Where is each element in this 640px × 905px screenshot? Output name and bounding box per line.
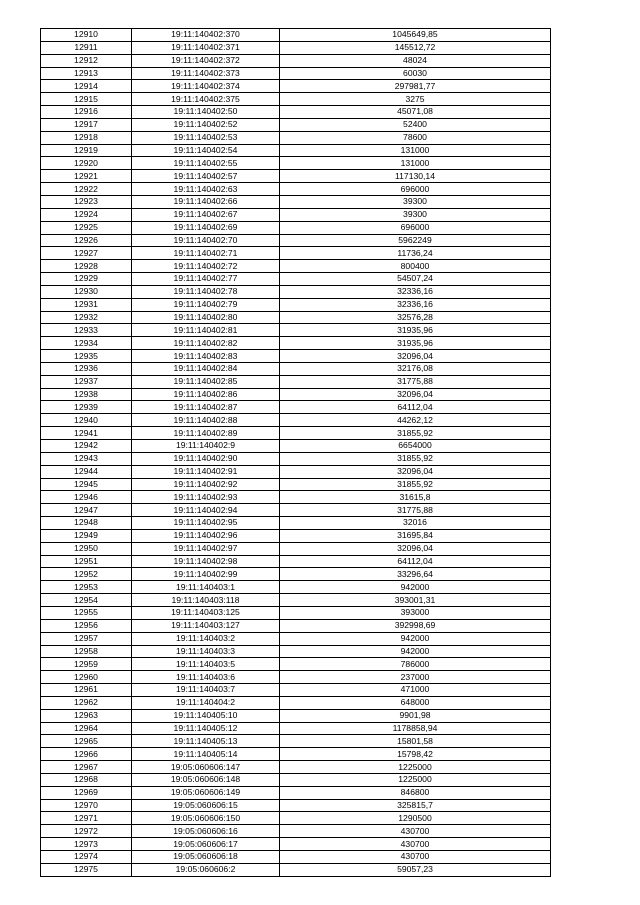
row-number-cell: 12943 xyxy=(41,452,132,465)
table-row xyxy=(41,478,551,491)
table-row xyxy=(41,812,551,825)
cadastral-number-cell: 19:11:140403:125 xyxy=(132,606,280,619)
cadastral-number-cell: 19:11:140402:66 xyxy=(132,195,280,208)
table-row xyxy=(41,838,551,851)
row-number-cell: 12945 xyxy=(41,478,132,491)
cadastral-number-cell: 19:11:140402:99 xyxy=(132,568,280,581)
value-cell: 430700 xyxy=(280,825,551,838)
cadastral-number-cell: 19:11:140403:127 xyxy=(132,619,280,632)
table-row xyxy=(41,362,551,375)
table-row xyxy=(41,285,551,298)
cadastral-number-cell: 19:11:140402:77 xyxy=(132,273,280,286)
table-row xyxy=(41,632,551,645)
cadastral-number-cell: 19:11:140402:375 xyxy=(132,93,280,106)
row-number-cell: 12970 xyxy=(41,799,132,812)
value-cell: 430700 xyxy=(280,838,551,851)
value-cell: 52400 xyxy=(280,118,551,131)
cadastral-number-cell: 19:11:140403:7 xyxy=(132,684,280,697)
table-row xyxy=(41,375,551,388)
value-cell: 131000 xyxy=(280,144,551,157)
row-number-cell: 12911 xyxy=(41,41,132,54)
row-number-cell: 12929 xyxy=(41,273,132,286)
table-row xyxy=(41,696,551,709)
row-number-cell: 12920 xyxy=(41,157,132,170)
table-row xyxy=(41,542,551,555)
row-number-cell: 12972 xyxy=(41,825,132,838)
row-number-cell: 12915 xyxy=(41,93,132,106)
row-number-cell: 12935 xyxy=(41,350,132,363)
table-row xyxy=(41,504,551,517)
table-row xyxy=(41,786,551,799)
table-row xyxy=(41,799,551,812)
table-row xyxy=(41,67,551,80)
table-row xyxy=(41,118,551,131)
row-number-cell: 12941 xyxy=(41,427,132,440)
cadastral-number-cell: 19:11:140402:70 xyxy=(132,234,280,247)
table-row xyxy=(41,80,551,93)
table-row xyxy=(41,170,551,183)
cadastral-number-cell: 19:11:140402:67 xyxy=(132,208,280,221)
row-number-cell: 12953 xyxy=(41,581,132,594)
value-cell: 31695,84 xyxy=(280,529,551,542)
row-number-cell: 12921 xyxy=(41,170,132,183)
table-row xyxy=(41,298,551,311)
table-row xyxy=(41,247,551,260)
value-cell: 393000 xyxy=(280,606,551,619)
row-number-cell: 12910 xyxy=(41,29,132,42)
value-cell: 942000 xyxy=(280,645,551,658)
cadastral-number-cell: 19:11:140402:57 xyxy=(132,170,280,183)
cadastral-number-cell: 19:11:140402:96 xyxy=(132,529,280,542)
cadastral-number-cell: 19:11:140402:84 xyxy=(132,362,280,375)
cadastral-number-cell: 19:11:140402:81 xyxy=(132,324,280,337)
value-cell: 32096,04 xyxy=(280,388,551,401)
value-cell: 39300 xyxy=(280,195,551,208)
value-cell: 31615,8 xyxy=(280,491,551,504)
value-cell: 44262,12 xyxy=(280,414,551,427)
row-number-cell: 12916 xyxy=(41,106,132,119)
value-cell: 31855,92 xyxy=(280,478,551,491)
value-cell: 31935,96 xyxy=(280,324,551,337)
value-cell: 430700 xyxy=(280,851,551,864)
table-row xyxy=(41,645,551,658)
value-cell: 648000 xyxy=(280,696,551,709)
table-row xyxy=(41,709,551,722)
value-cell: 32576,28 xyxy=(280,311,551,324)
value-cell: 696000 xyxy=(280,183,551,196)
cadastral-number-cell: 19:11:140402:80 xyxy=(132,311,280,324)
row-number-cell: 12926 xyxy=(41,234,132,247)
table-row xyxy=(41,93,551,106)
row-number-cell: 12928 xyxy=(41,260,132,273)
value-cell: 11736,24 xyxy=(280,247,551,260)
cadastral-number-cell: 19:05:060606:149 xyxy=(132,786,280,799)
table-row xyxy=(41,401,551,414)
cadastral-number-cell: 19:11:140402:85 xyxy=(132,375,280,388)
value-cell: 145512,72 xyxy=(280,41,551,54)
cadastral-number-cell: 19:11:140402:72 xyxy=(132,260,280,273)
value-cell: 9901,98 xyxy=(280,709,551,722)
row-number-cell: 12923 xyxy=(41,195,132,208)
row-number-cell: 12944 xyxy=(41,465,132,478)
value-cell: 45071,08 xyxy=(280,106,551,119)
row-number-cell: 12971 xyxy=(41,812,132,825)
table-row xyxy=(41,491,551,504)
cadastral-number-cell: 19:11:140402:87 xyxy=(132,401,280,414)
cadastral-number-cell: 19:05:060606:16 xyxy=(132,825,280,838)
table-row xyxy=(41,350,551,363)
table-row xyxy=(41,131,551,144)
row-number-cell: 12969 xyxy=(41,786,132,799)
row-number-cell: 12931 xyxy=(41,298,132,311)
value-cell: 32336,16 xyxy=(280,298,551,311)
table-row xyxy=(41,581,551,594)
value-cell: 297981,77 xyxy=(280,80,551,93)
table-row xyxy=(41,234,551,247)
value-cell: 32096,04 xyxy=(280,465,551,478)
row-number-cell: 12948 xyxy=(41,517,132,530)
row-number-cell: 12930 xyxy=(41,285,132,298)
row-number-cell: 12974 xyxy=(41,851,132,864)
value-cell: 31855,92 xyxy=(280,452,551,465)
table-row xyxy=(41,440,551,453)
value-cell: 54507,24 xyxy=(280,273,551,286)
row-number-cell: 12975 xyxy=(41,863,132,876)
cadastral-number-cell: 19:11:140402:374 xyxy=(132,80,280,93)
row-number-cell: 12922 xyxy=(41,183,132,196)
value-cell: 32176,08 xyxy=(280,362,551,375)
value-cell: 1225000 xyxy=(280,761,551,774)
value-cell: 31935,96 xyxy=(280,337,551,350)
cadastral-number-cell: 19:11:140405:12 xyxy=(132,722,280,735)
table-row xyxy=(41,658,551,671)
cadastral-number-cell: 19:11:140402:86 xyxy=(132,388,280,401)
row-number-cell: 12960 xyxy=(41,671,132,684)
cadastral-number-cell: 19:11:140402:91 xyxy=(132,465,280,478)
table-row xyxy=(41,29,551,42)
row-number-cell: 12968 xyxy=(41,773,132,786)
table-row xyxy=(41,568,551,581)
table-row xyxy=(41,619,551,632)
row-number-cell: 12967 xyxy=(41,761,132,774)
value-cell: 48024 xyxy=(280,54,551,67)
row-number-cell: 12940 xyxy=(41,414,132,427)
table-row xyxy=(41,388,551,401)
value-cell: 3275 xyxy=(280,93,551,106)
cadastral-number-cell: 19:11:140402:98 xyxy=(132,555,280,568)
row-number-cell: 12927 xyxy=(41,247,132,260)
row-number-cell: 12924 xyxy=(41,208,132,221)
table-row xyxy=(41,337,551,350)
cadastral-number-cell: 19:11:140403:3 xyxy=(132,645,280,658)
value-cell: 392998,69 xyxy=(280,619,551,632)
cadastral-number-cell: 19:11:140402:95 xyxy=(132,517,280,530)
value-cell: 39300 xyxy=(280,208,551,221)
row-number-cell: 12961 xyxy=(41,684,132,697)
cadastral-number-cell: 19:11:140403:1 xyxy=(132,581,280,594)
row-number-cell: 12938 xyxy=(41,388,132,401)
cadastral-number-cell: 19:11:140402:370 xyxy=(132,29,280,42)
row-number-cell: 12934 xyxy=(41,337,132,350)
cadastral-number-cell: 19:11:140402:63 xyxy=(132,183,280,196)
value-cell: 846800 xyxy=(280,786,551,799)
value-cell: 237000 xyxy=(280,671,551,684)
cadastral-number-cell: 19:11:140405:10 xyxy=(132,709,280,722)
value-cell: 786000 xyxy=(280,658,551,671)
cadastral-number-cell: 19:11:140402:79 xyxy=(132,298,280,311)
value-cell: 31775,88 xyxy=(280,375,551,388)
value-cell: 15798,42 xyxy=(280,748,551,761)
table-row xyxy=(41,195,551,208)
row-number-cell: 12936 xyxy=(41,362,132,375)
cadastral-number-cell: 19:11:140405:14 xyxy=(132,748,280,761)
table-row xyxy=(41,144,551,157)
table-row xyxy=(41,748,551,761)
cadastral-number-cell: 19:05:060606:18 xyxy=(132,851,280,864)
row-number-cell: 12956 xyxy=(41,619,132,632)
table-row xyxy=(41,41,551,54)
value-cell: 1045649,85 xyxy=(280,29,551,42)
table-row xyxy=(41,722,551,735)
value-cell: 33296,64 xyxy=(280,568,551,581)
value-cell: 5962249 xyxy=(280,234,551,247)
table-row xyxy=(41,273,551,286)
table-row xyxy=(41,208,551,221)
table-row xyxy=(41,157,551,170)
table-row xyxy=(41,452,551,465)
table-row xyxy=(41,517,551,530)
row-number-cell: 12949 xyxy=(41,529,132,542)
cadastral-number-cell: 19:11:140402:93 xyxy=(132,491,280,504)
cadastral-number-cell: 19:05:060606:17 xyxy=(132,838,280,851)
value-cell: 32016 xyxy=(280,517,551,530)
value-cell: 31775,88 xyxy=(280,504,551,517)
cadastral-number-cell: 19:11:140402:71 xyxy=(132,247,280,260)
cadastral-number-cell: 19:11:140403:118 xyxy=(132,594,280,607)
value-cell: 64112,04 xyxy=(280,401,551,414)
cadastral-number-cell: 19:11:140402:53 xyxy=(132,131,280,144)
row-number-cell: 12912 xyxy=(41,54,132,67)
table-row xyxy=(41,414,551,427)
row-number-cell: 12951 xyxy=(41,555,132,568)
cadastral-number-cell: 19:05:060606:147 xyxy=(132,761,280,774)
table-row xyxy=(41,594,551,607)
cadastral-number-cell: 19:11:140402:82 xyxy=(132,337,280,350)
cadastral-number-cell: 19:11:140403:5 xyxy=(132,658,280,671)
value-cell: 32096,04 xyxy=(280,350,551,363)
table-row xyxy=(41,324,551,337)
row-number-cell: 12965 xyxy=(41,735,132,748)
row-number-cell: 12919 xyxy=(41,144,132,157)
row-number-cell: 12925 xyxy=(41,221,132,234)
value-cell: 32336,16 xyxy=(280,285,551,298)
value-cell: 471000 xyxy=(280,684,551,697)
row-number-cell: 12966 xyxy=(41,748,132,761)
value-cell: 131000 xyxy=(280,157,551,170)
table-row xyxy=(41,773,551,786)
value-cell: 696000 xyxy=(280,221,551,234)
row-number-cell: 12964 xyxy=(41,722,132,735)
cadastral-number-cell: 19:11:140402:372 xyxy=(132,54,280,67)
cadastral-number-cell: 19:11:140403:2 xyxy=(132,632,280,645)
table-row xyxy=(41,529,551,542)
cadastral-number-cell: 19:11:140404:2 xyxy=(132,696,280,709)
table-row xyxy=(41,671,551,684)
value-cell: 117130,14 xyxy=(280,170,551,183)
row-number-cell: 12914 xyxy=(41,80,132,93)
table-row xyxy=(41,761,551,774)
row-number-cell: 12954 xyxy=(41,594,132,607)
cadastral-number-cell: 19:05:060606:15 xyxy=(132,799,280,812)
cadastral-number-cell: 19:11:140402:50 xyxy=(132,106,280,119)
value-cell: 15801,58 xyxy=(280,735,551,748)
table-row xyxy=(41,427,551,440)
row-number-cell: 12933 xyxy=(41,324,132,337)
value-cell: 32096,04 xyxy=(280,542,551,555)
table-row xyxy=(41,106,551,119)
row-number-cell: 12947 xyxy=(41,504,132,517)
table-row xyxy=(41,221,551,234)
row-number-cell: 12937 xyxy=(41,375,132,388)
value-cell: 393001,31 xyxy=(280,594,551,607)
table-row xyxy=(41,606,551,619)
value-cell: 31855,92 xyxy=(280,427,551,440)
cadastral-number-cell: 19:05:060606:2 xyxy=(132,863,280,876)
value-cell: 78600 xyxy=(280,131,551,144)
row-number-cell: 12942 xyxy=(41,440,132,453)
table-row xyxy=(41,863,551,876)
row-number-cell: 12962 xyxy=(41,696,132,709)
data-table xyxy=(40,28,551,877)
row-number-cell: 12963 xyxy=(41,709,132,722)
table-row xyxy=(41,465,551,478)
value-cell: 64112,04 xyxy=(280,555,551,568)
table-row xyxy=(41,735,551,748)
cadastral-number-cell: 19:11:140402:94 xyxy=(132,504,280,517)
table-row xyxy=(41,183,551,196)
value-cell: 942000 xyxy=(280,632,551,645)
cadastral-number-cell: 19:05:060606:150 xyxy=(132,812,280,825)
cadastral-number-cell: 19:11:140402:55 xyxy=(132,157,280,170)
value-cell: 942000 xyxy=(280,581,551,594)
cadastral-number-cell: 19:11:140402:90 xyxy=(132,452,280,465)
cadastral-number-cell: 19:11:140405:13 xyxy=(132,735,280,748)
row-number-cell: 12917 xyxy=(41,118,132,131)
table-row xyxy=(41,555,551,568)
cadastral-number-cell: 19:11:140402:78 xyxy=(132,285,280,298)
row-number-cell: 12946 xyxy=(41,491,132,504)
value-cell: 60030 xyxy=(280,67,551,80)
cadastral-number-cell: 19:11:140402:371 xyxy=(132,41,280,54)
table-body xyxy=(41,29,551,877)
cadastral-number-cell: 19:11:140402:97 xyxy=(132,542,280,555)
table-row xyxy=(41,260,551,273)
row-number-cell: 12955 xyxy=(41,606,132,619)
table-row xyxy=(41,851,551,864)
row-number-cell: 12957 xyxy=(41,632,132,645)
value-cell: 800400 xyxy=(280,260,551,273)
value-cell: 1290500 xyxy=(280,812,551,825)
table-row xyxy=(41,825,551,838)
value-cell: 325815,7 xyxy=(280,799,551,812)
cadastral-number-cell: 19:11:140402:83 xyxy=(132,350,280,363)
cadastral-number-cell: 19:11:140402:69 xyxy=(132,221,280,234)
value-cell: 1225000 xyxy=(280,773,551,786)
row-number-cell: 12939 xyxy=(41,401,132,414)
table-row xyxy=(41,54,551,67)
value-cell: 1178858,94 xyxy=(280,722,551,735)
cadastral-number-cell: 19:11:140402:89 xyxy=(132,427,280,440)
cadastral-number-cell: 19:11:140403:6 xyxy=(132,671,280,684)
row-number-cell: 12950 xyxy=(41,542,132,555)
cadastral-number-cell: 19:05:060606:148 xyxy=(132,773,280,786)
cadastral-number-cell: 19:11:140402:92 xyxy=(132,478,280,491)
table-row xyxy=(41,311,551,324)
row-number-cell: 12952 xyxy=(41,568,132,581)
row-number-cell: 12958 xyxy=(41,645,132,658)
cadastral-number-cell: 19:11:140402:373 xyxy=(132,67,280,80)
cadastral-number-cell: 19:11:140402:88 xyxy=(132,414,280,427)
row-number-cell: 12959 xyxy=(41,658,132,671)
cadastral-number-cell: 19:11:140402:9 xyxy=(132,440,280,453)
value-cell: 59057,23 xyxy=(280,863,551,876)
value-cell: 6654000 xyxy=(280,440,551,453)
row-number-cell: 12973 xyxy=(41,838,132,851)
row-number-cell: 12918 xyxy=(41,131,132,144)
table-row xyxy=(41,684,551,697)
row-number-cell: 12932 xyxy=(41,311,132,324)
cadastral-number-cell: 19:11:140402:54 xyxy=(132,144,280,157)
cadastral-number-cell: 19:11:140402:52 xyxy=(132,118,280,131)
row-number-cell: 12913 xyxy=(41,67,132,80)
